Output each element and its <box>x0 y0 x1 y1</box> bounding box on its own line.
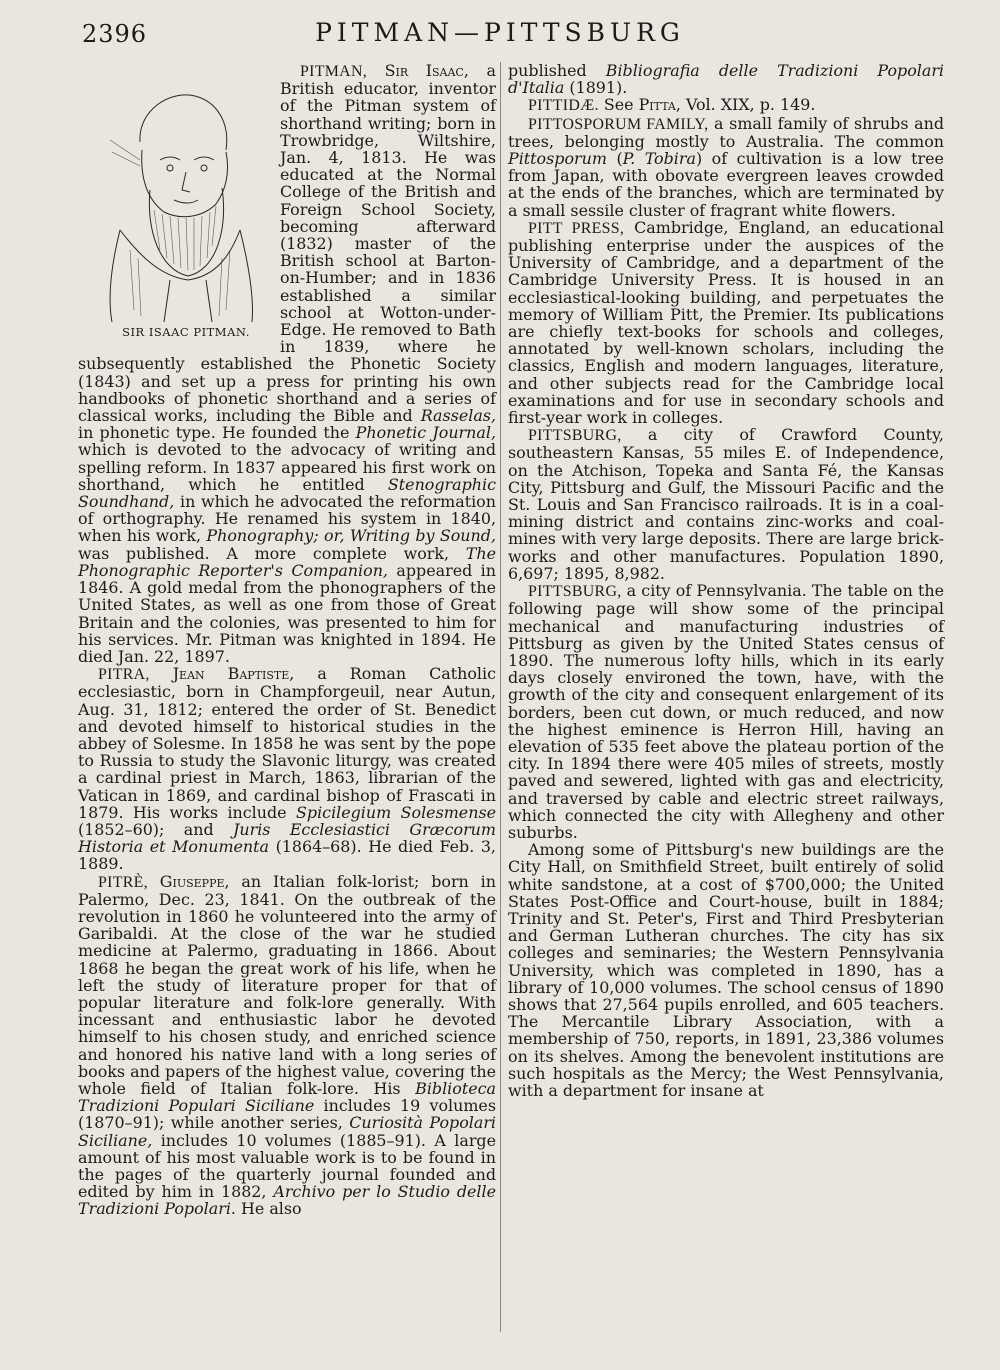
entry-pitre: PITRÈ, Giuseppe, an Italian folk-lorist; born in Palermo, Dec. 23, 1841. On the outbreak of the revolution in 1860 he volunteered into the army of Garibaldi. At the close of the war he studied medicine at Palermo, graduating in 1866. About 1868 he began the great work of his life, when he left the study of literature proper for that of popular literature and folk-lore generally. With incessant and enthusiastic labor he devoted himself to his chosen study, and enriched science and honored his native land with a long series of books and papers of the highest value, covering the whole field of Italian folk-lore. His Biblioteca Tradizioni Populari Siciliane includes 19 volumes (1870–91); while another series, Curiosità Popolari Siciliane, includes 10 volumes (1885–91). A large amount of his most valuable work is to be found in the pages of the quarterly journal founded and edited by him in 1882, Archivo per lo Studio delle Tradizioni Popolari. He also <box>78 871 497 1219</box>
page-header <box>0 18 1000 58</box>
portrait-caption: SIR ISAAC PITMAN. <box>122 325 250 339</box>
entry-pitt-press: PITT PRESS, Cambridge, England, an educational publishing enterprise under the auspices of the University of Cambridge, and a department of the Cambridge University Press. It is housed in an ecclesiastical-looking building, and perpetuates the memory of William Pitt, the Premier. Its publications are chiefly text-books for schools and colleges, annotated by well-known scholars, including the classics, English and modern languages, literature, and other subjects read for the Cambridge local examinations and for use in secondary schools and first-year work in colleges. <box>508 217 944 428</box>
cross-reference: Pitta, <box>638 95 681 115</box>
headword-pitra: PITRA, <box>98 666 150 684</box>
entry-pitman: SIR ISAAC PITMAN. PITMAN, Sir Isaac, a British educator, inventor of the Pitman system of shorthand writing; born in Trowbridge, Wiltshire, Jan. 4, 1813. He was educated at the Normal College of the British and Foreign School Society, becoming afterward (1832) master of the British school at Barton-on-Humber; and in 1836 established a similar school at Wotton-under-Edge. He removed to Bath in 1839, where he subsequently established the Phonetic Society (1843) and set up a press for printing his own handbooks of phonetic shorthand and a series of classical works, including the Bible and Rasselas, in phonetic type. He founded the Phonetic Journal, which is devoted to the advocacy of writing and spelling reform. In 1837 appeared his first work on shorthand, which he entitled Stenographic Soundhand, in which he advocated the reformation of orthography. He renamed his system in 1840, when his work, Phonography; or, Writing by Sound, was published. A more complete work, The Phonographic Reporter's Companion, appeared in 1846. A gold medal from the phonographers of the United States, as well as one from those of Great Britain and the colonies, was presented to him for his services. Mr. Pitman was knighted in 1894. He died Jan. 22, 1897. <box>78 61 496 666</box>
entry-pitra: PITRA, Jean Baptiste, a Roman Catholic ecclesiastic, born in Champforgeuil, near Autun, Aug. 31, 1812; entered the order of St. Benedict and devoted himself to historical studies in the abbey of Solesme. In 1858 he was sent by the pope to Russia to study the Slavonic liturgy, was created a cardinal priest in March, 1863, librarian of the Vatican in 1869, and cardinal bishop of Frascati in 1879. His works include Spicilegium Solesmense (1852–60); and Juris Ecclesiastici Græcorum Historia et Monumenta (1864–68). He died Feb. 3, 1889. <box>78 664 497 874</box>
running-head: PITMAN—PITTSBURG <box>315 18 685 47</box>
entry-pittsburg-buildings: Among some of Pittsburg's new buildings are the City Hall, on Smithfield Street, built entirely of solid white sandstone, at a cost of $700,000; the United States Post-Office and Court-house, built in 1884; Trinity and St. Peter's, First and Third Presbyterian and German Lutheran churches. The city has six colleges and seminaries; the Western Pennsylvania University, which was completed in 1890, has a library of 10,000 volumes. The school census of 1890 shows that 27,564 pupils enrolled, and 605 teachers. The Mercantile Library Association, with a membership of 750, reports, in 1891, 23,386 volumes on its shelves. Among the benevolent institutions are such hospitals as the Mercy; the West Pennsylvania, with a department for insane at <box>508 840 944 1100</box>
headword-pitman: PITMAN, <box>300 63 367 80</box>
headword-pittsburg-pennsylvania: PITTSBURG, <box>528 583 622 601</box>
headword-pittidae: PITTIDÆ. <box>528 97 599 115</box>
portrait-engraving-icon <box>90 80 260 322</box>
entry-pittsburg-pennsylvania: PITTSBURG, a city of Pennsylvania. The table on the following page will show some of the principal mechanical and manufacturing industries of Pittsburg as given by the United States census of 1890. The numerous lofty hills, which in its early days closely environed the town, have, with the growth of the city and consequent enlargement of its borders, been cut down, or much reduced, and now the highest eminence is Herron Hill, having an elevation of 535 feet above the plateau portion of the city. In 1894 there were 405 miles of streets, mostly paved and sewered, lighted with gas and electricity, and traversed by cable and electric street railways, which connected the city with Allegheny and other suburbs. <box>508 581 944 842</box>
headword-pitre: PITRÈ, <box>98 873 148 891</box>
column-divider <box>500 62 501 1332</box>
entry-pitre-continued: published Bibliografia delle Tradizioni Popolari d'Italia (1891). <box>508 61 944 98</box>
page-number: 2396 <box>82 20 148 48</box>
headword-pittsburg-kansas: PITTSBURG, <box>528 427 622 445</box>
headword-pittosporum: PITTOSPORUM FAMILY, <box>528 115 709 133</box>
right-column <box>508 62 944 1099</box>
entry-pittidae: PITTIDÆ. See Pitta, Vol. XIX, p. 149. <box>528 95 816 115</box>
portrait-figure <box>78 62 274 340</box>
left-column <box>78 62 496 1218</box>
entry-pittosporum: PITTOSPORUM FAMILY, a small family of shrubs and trees, belonging mostly to Australia. The common Pittosporum (P. Tobira) of cultivation is a low tree from Japan, with obovate evergreen leaves crowded at the ends of the branches, which are terminated by a small sessile cluster of fragrant white flowers. <box>508 113 944 220</box>
entry-pittsburg-kansas: PITTSBURG, a city of Crawford County, southeastern Kansas, 55 miles E. of Independence, on the Atchison, Topeka and Santa Fé, the Kansas City, Pittsburg and Gulf, the Missouri Pacific and the St. Louis and San Francisco railroads. It is in a coal-mining district and contains zinc-works and coal-mines with very large deposits. There are large brick-works and other manufactures. Population 1890, 6,697; 1895, 8,982. <box>508 425 944 583</box>
headword-pitt-press: PITT PRESS, <box>528 219 625 237</box>
